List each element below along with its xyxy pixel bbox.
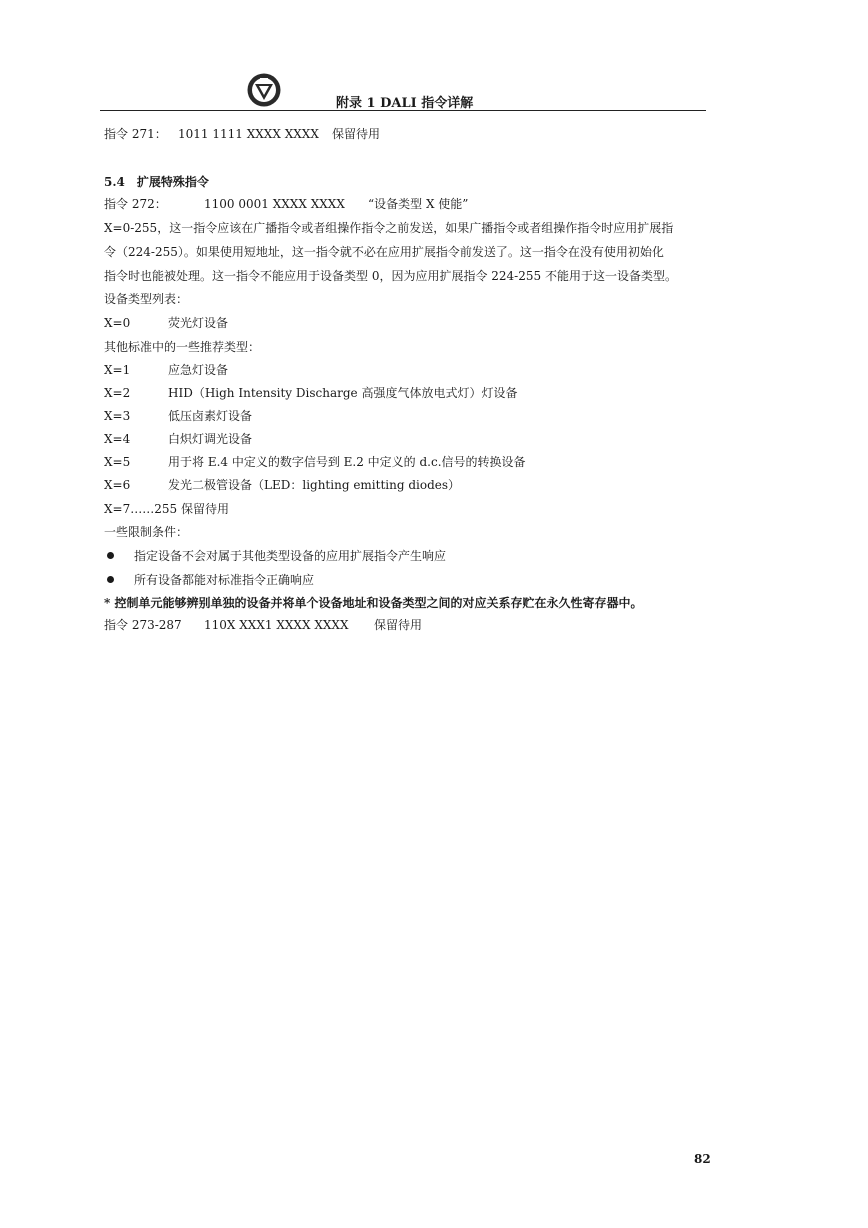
section-number: 5.4 [104,175,125,189]
device-type-row [104,454,526,470]
paragraph-line: 指令时也能被处理。这一指令不能应用于设备类型 0，因为应用扩展指令 224-255 不能用于这一设备类型。 [104,269,677,283]
instruction-desc: 保留待用 [374,618,423,632]
device-type-key: X=5 [104,455,131,469]
other-types-heading: 其他标准中的一些推荐类型： [104,340,261,354]
device-type-value: 用于将 E.4 中定义的数字信号到 E.2 中定义的 d.c.信号的转换设备 [168,455,526,469]
paragraph-line: X=0-255，这一指令应该在广播指令或者组操作指令之前发送，如果广播指令或者组操作指令时应用扩展指 [104,221,674,235]
section-title: 扩展特殊指令 [136,175,209,189]
device-type-row [104,362,229,378]
device-type-key: X=3 [104,409,131,423]
instruction-code: 1100 0001 XXXX XXXX [204,197,345,211]
device-type-value: 白炽灯调光设备 [168,432,253,446]
page-number: 82 [694,1152,711,1166]
device-type-key: X=2 [104,386,131,400]
note-line: * 控制单元能够辨别单独的设备并将单个设备地址和设备类型之间的对应关系存贮在永久性寄存器中。 [104,596,643,610]
device-type-value: 发光二极管设备（LED：lighting emitting diodes） [168,478,461,492]
device-type-key: X=0 [104,316,131,330]
device-type-key: X=1 [104,363,131,377]
instruction-code: 110X XXX1 XXXX XXXX [204,618,349,632]
device-type-value: 低压卤素灯设备 [168,409,253,423]
university-logo-icon [246,72,282,108]
device-list-heading: 设备类型列表： [104,292,189,306]
instruction-label: 指令 272： [104,197,167,211]
device-type-value: 荧光灯设备 [168,316,229,330]
restriction-item [107,572,314,588]
device-type-row [104,315,229,331]
instruction-code: 1011 1111 XXXX XXXX [178,127,319,141]
device-type-value: 应急灯设备 [168,363,229,377]
device-type-row [104,431,253,447]
instruction-272 [104,196,469,212]
reserved-line: X=7……255 保留待用 [104,502,229,516]
device-type-value: HID（High Intensity Discharge 高强度气体放电式灯）灯设备 [168,386,518,400]
instruction-label: 指令 273-287 [104,618,182,632]
bullet-icon [107,552,114,559]
header-divider [100,110,706,111]
device-type-key: X=6 [104,478,131,492]
instruction-label: 指令 271： [104,127,167,141]
restriction-text: 指定设备不会对属于其他类型设备的应用扩展指令产生响应 [134,549,447,563]
restriction-item [107,548,446,564]
device-type-row [104,385,518,401]
instruction-desc: 保留待用 [332,127,381,141]
bullet-icon [107,576,114,583]
device-type-key: X=4 [104,432,131,446]
header-title: 附录 1 DALI 指令详解 [336,96,474,111]
device-type-row [104,477,461,493]
instruction-271 [104,126,381,142]
restriction-text: 所有设备都能对标准指令正确响应 [134,573,315,587]
device-type-row [104,408,253,424]
section-heading [104,174,209,190]
instruction-desc: “设备类型 X 使能” [368,197,469,211]
paragraph-line: 令（224-255）。如果使用短地址，这一指令就不必在应用扩展指令前发送了。这一指令在没有使用初始化 [104,245,664,259]
instruction-273-287 [104,617,423,633]
restrictions-heading: 一些限制条件： [104,525,189,539]
